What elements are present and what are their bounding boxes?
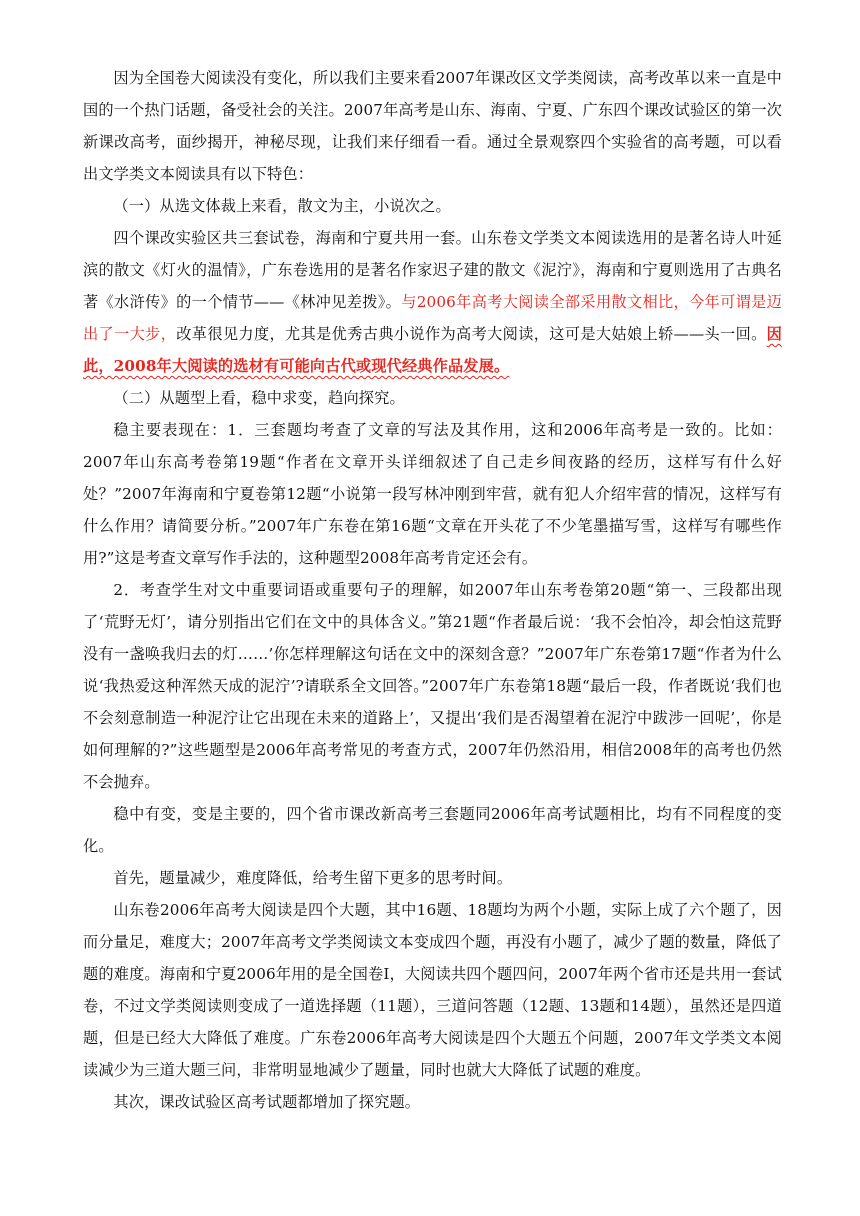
paragraph-genre xyxy=(83,222,782,382)
paragraph-stability: 稳主要表现在：1．三套题均考查了文章的写法及其作用，这和2006年高考是一致的。比如：2007年山东高考卷第19题“作者在文章开头详细叙述了自己走乡间夜路的经历，这样写有什么好处？”2007年海南和宁夏卷第12题“小说第一段写林冲刚到牢营，就有犯人介绍牢营的情况，这样写有什么作用？请简要分析。”2007年广东卷在第16题“文章在开头花了不少笔墨描写雪，这样写有哪些作用?”这是考查文章写作手法的，这种题型2008年高考肯定还会有。 xyxy=(83,421,782,567)
paragraph-change: 稳中有变，变是主要的，四个省市课改新高考三套题同2006年高考试题相比，均有不同程度的变化。 xyxy=(83,805,782,855)
paragraph-genre-text-2: 改革很见力度，尤其是优秀古典小说作为高考大阅读，这可是大姑娘上轿——头一回。 xyxy=(176,325,767,343)
highlight-comparison: 与2006年高考大阅读全部采用散文相比，今年可谓是迈出了一大步， xyxy=(83,293,782,343)
paragraph-second: 其次，课改试验区高考试题都增加了探究题。 xyxy=(113,1093,421,1111)
paragraph-first: 首先，题量减少，难度降低，给考生留下更多的思考时间。 xyxy=(113,869,513,887)
highlight-prediction: 因此，2008年大阅读的选材有可能向古代或现代经典作品发展。 xyxy=(83,325,783,375)
paragraph-detail: 山东卷2006年高考大阅读是四个大题，其中16题、18题均为两个小题，实际上成了六个题了，因而分量足，难度大；2007年高考文学类阅读文本变成四个题，再没有小题了，减少了题的数量，降低了题的难度。海南和宁夏2006年用的是全国卷Ⅰ，大阅读共四个题四问，2007年两个省市还是共用一套试卷，不过文学类阅读则变成了一道选择题（11题），三道问答题（12题、13题和14题），虽然还是四道题，但是已经大大降低了难度。广东卷2006年高考大阅读是四个大题五个问题，2007年文学类文本阅读减少为三道大题三问，非常明显地减少了题量，同时也就大大降低了试题的难度。 xyxy=(83,901,782,1079)
heading-question-type: （二）从题型上看，稳中求变，趋向探究。 xyxy=(113,389,405,407)
paragraph-genre-text: 四个课改实验区共三套试卷，海南和宁夏共用一套。山东卷文学类文本阅读选用的是著名诗人叶延滨的散文《灯火的温情》，广东卷选用的是著名作家迟子建的散文《泥泞》，海南和宁夏则选用了古典名著《水浒传》的一个情节——《林冲见差拨》。 xyxy=(83,229,782,311)
paragraph-comprehension: 2．考查学生对文中重要词语或重要句子的理解，如2007年山东考卷第20题“第一、三段都出现了‘荒野无灯’，请分别指出它们在文中的具体含义。”第21题“作者最后说：‘我不会怕冷，却会怕这荒野没有一盏唤我归去的灯……’你怎样理解这句话在文中的深刻含意？”2007年广东卷第17题“作者为什么说‘我热爱这种浑然天成的泥泞’?请联系全文回答。”2007年广东卷第18题“最后一段，作者既说‘我们也不会刻意制造一种泥泞让它出现在未来的道路上’，又提出‘我们是否渴望着在泥泞中跋涉一回呢’，你是如何理解的?”这些题型是2006年高考常见的考查方式，2007年仍然沿用，相信2008年的高考也仍然不会抛弃。 xyxy=(83,581,782,791)
heading-genre: （一）从选文体裁上来看，散文为主，小说次之。 xyxy=(113,197,451,215)
paragraph-intro: 因为全国卷大阅读没有变化，所以我们主要来看2007年课改区文学类阅读，高考改革以来一直是中国的一个热门话题，备受社会的关注。2007年高考是山东、海南、宁夏、广东四个课改试验区的第一次新课改高考，面纱揭开，神秘尽现，让我们来仔细看一看。通过全景观察四个实验省的高考题，可以看出文学类文本阅读具有以下特色： xyxy=(83,69,782,183)
